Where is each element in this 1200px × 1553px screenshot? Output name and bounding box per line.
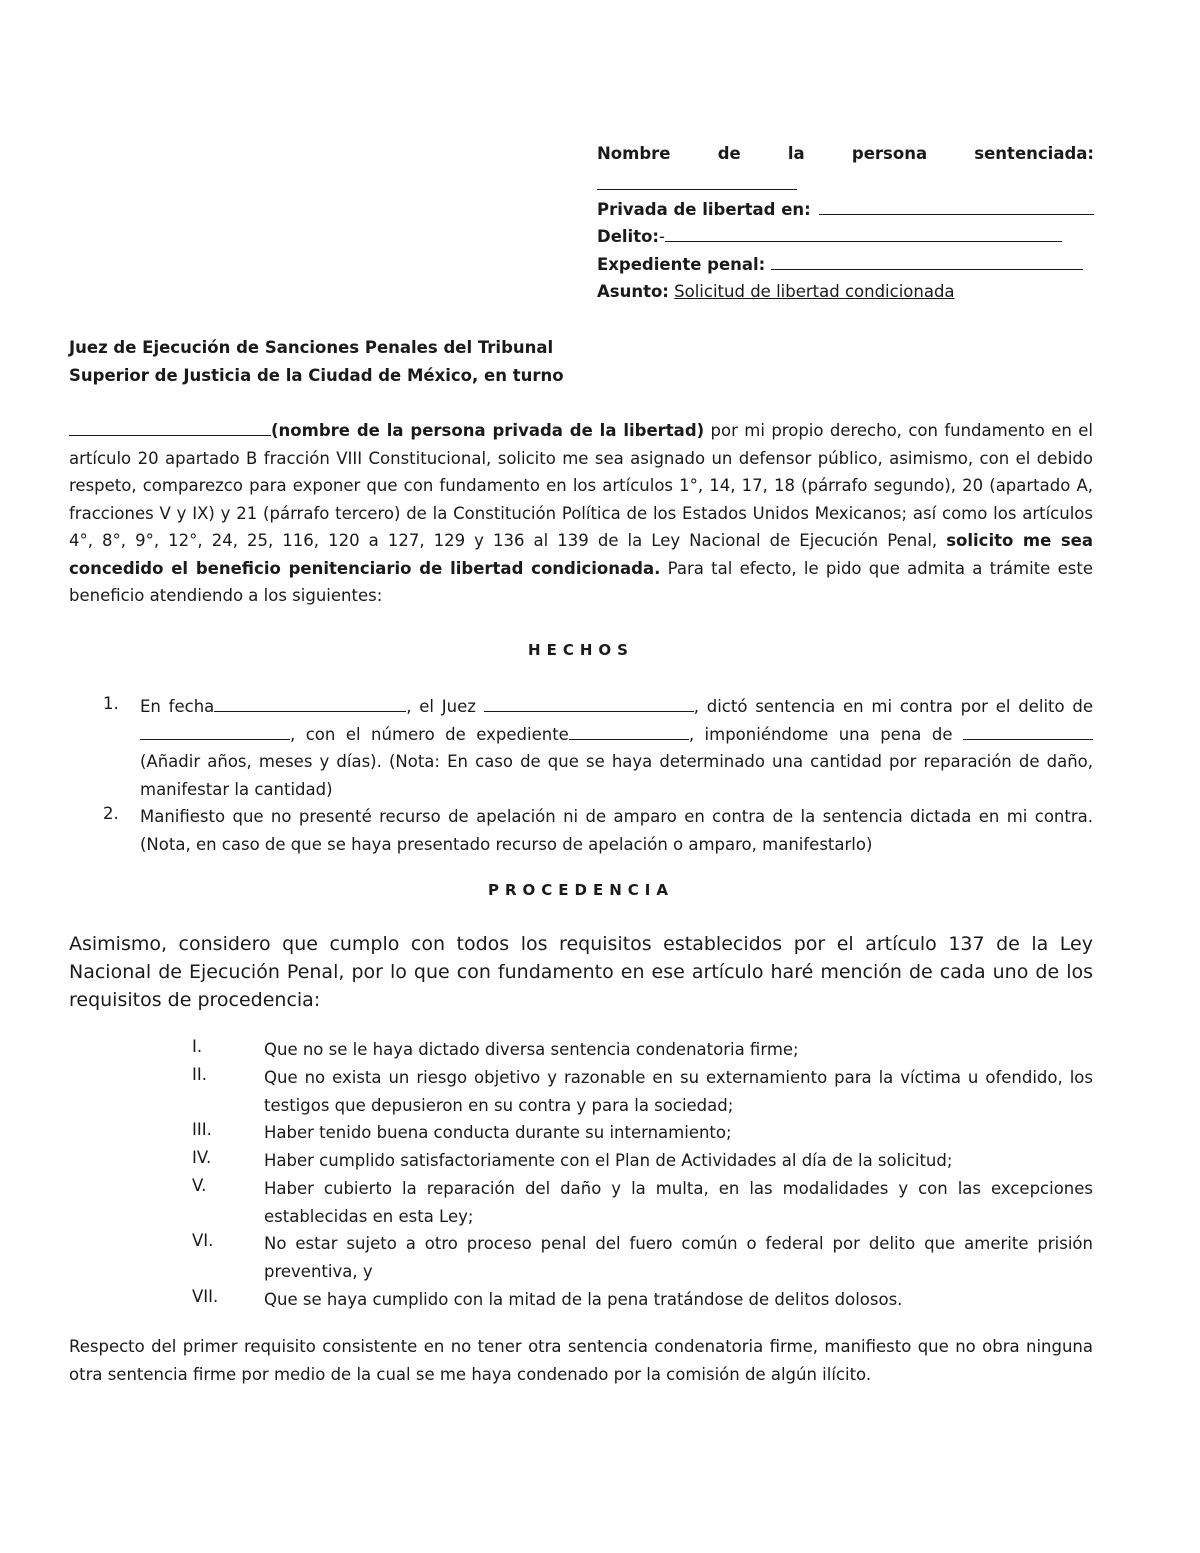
header-expediente-label: Expediente penal:: [597, 255, 766, 274]
header-delito-label: Delito:: [597, 227, 660, 246]
header-delito-row: [597, 223, 1062, 251]
hecho-2-number: 2.: [103, 804, 119, 823]
addressee-line2: Superior de Justicia de la Ciudad de México, en turno: [69, 366, 564, 385]
intro-bold: solicito me sea concedido el beneficio penitenciario de libertad condicionada.: [69, 531, 1093, 578]
header-privada-row: [597, 196, 1094, 224]
requisito-2-text: Que no exista un riesgo objetivo y razonable en su externamiento para la víctima u ofendido, los testigos que depusieron en su contra y para la sociedad;: [264, 1068, 1093, 1115]
hecho-1-text: [140, 693, 1093, 803]
hecho-1-number: 1.: [103, 694, 119, 713]
requisito-4-number: IV.: [192, 1148, 212, 1167]
header-privada-label: Privada de libertad en:: [597, 200, 811, 219]
procedencia-intro: Asimismo, considero que cumplo con todos los requisitos establecidos por el artículo 137 de la Ley Nacional de Ejecución Penal, por lo que con fundamento en ese artículo haré mención de cada uno de los requisitos de procedencia:: [69, 933, 1093, 1011]
requisito-1-number: I.: [192, 1037, 203, 1056]
hechos-title: HECHOS: [528, 641, 634, 659]
hecho-1-part-e: , imponiéndome una pena de: [688, 724, 953, 744]
header-delito-blank[interactable]: [665, 225, 1062, 242]
addressee: [69, 334, 564, 390]
requisito-2-number: II.: [192, 1065, 207, 1084]
hecho-1-pena-blank[interactable]: [963, 725, 1093, 740]
header-expediente-blank[interactable]: [771, 253, 1083, 270]
hecho-1-part-d: , con el número de expediente: [290, 724, 569, 744]
requisito-6-number: VI.: [192, 1231, 214, 1250]
requisito-3-text: Haber tenido buena conducta durante su internamiento;: [264, 1123, 732, 1142]
header-asunto-label: Asunto:: [597, 282, 669, 301]
intro-text1: por mi propio derecho, con fundamento en el artículo 20 apartado B fracción VIII Constitucional, solicito me sea asignado un defensor público, asimismo, con el debido respeto, comparezco para exponer que con fundamento en los artículos 1°, 14, 17, 18 (párrafo segundo), 20 (apartado A, fracciones V y IX) y 21 (párrafo tercero) de la Constitución Política de los Estados Unidos Mexicanos; así como los artículos 4°, 8°, 9°, 12°, 24, 25, 116, 120 a 127, 129 y 136 al 139 de la Ley Nacional de Ejecución Penal,: [69, 421, 1093, 550]
requisito-4-text: Haber cumplido satisfactoriamente con el Plan de Actividades al día de la solicitud;: [264, 1151, 953, 1170]
hecho-1-delito-blank[interactable]: [140, 725, 290, 740]
hecho-1-juez-blank[interactable]: [484, 697, 694, 712]
header-privada-blank[interactable]: [819, 198, 1094, 215]
hecho-1-part-c: , dictó sentencia en mi contra por el delito de: [693, 697, 1093, 716]
header-asunto-value: Solicitud de libertad condicionada: [674, 282, 955, 301]
requisito-7-number: VII.: [192, 1287, 219, 1306]
intro-blank-label: (nombre de la persona privada de la libertad): [271, 421, 705, 440]
hecho-1-expediente-blank[interactable]: [569, 725, 689, 740]
header-expediente-row: [597, 251, 1083, 279]
requisito-3-number: III.: [192, 1120, 212, 1139]
closing-paragraph: Respecto del primer requisito consistente en no tener otra sentencia condenatoria firme, manifiesto que no obra ninguna otra sentencia firme por medio de la cual se me haya condenado por la comisión de algún ilícito.: [69, 1337, 1093, 1384]
header-asunto-row: [597, 278, 1094, 306]
intro-name-blank[interactable]: [69, 421, 271, 436]
procedencia-title: PROCEDENCIA: [488, 881, 674, 899]
hecho-2-text: Manifiesto que no presenté recurso de apelación ni de amparo en contra de la sentencia dictada en mi contra. (Nota, en caso de que se haya presentado recurso de apelación o amparo, manifestarlo): [140, 807, 1093, 854]
hecho-1-part-a: En fecha: [140, 697, 215, 716]
requisito-6-text: No estar sujeto a otro proceso penal del fuero común o federal por delito que amerite prisión preventiva, y: [264, 1234, 1093, 1281]
requisito-5-number: V.: [192, 1176, 207, 1195]
hecho-1-part-f: (Añadir años, meses y días). (Nota: En caso de que se haya determinado una cantidad por reparación de daño, manifestar la cantidad): [140, 752, 1093, 799]
requisito-5-text: Haber cubierto la reparación del daño y la multa, en las modalidades y con las excepciones establecidas en esta Ley;: [264, 1179, 1093, 1226]
addressee-line1: Juez de Ejecución de Sanciones Penales del Tribunal: [69, 338, 554, 357]
requisito-7-text: Que se haya cumplido con la mitad de la pena tratándose de delitos dolosos.: [264, 1290, 903, 1309]
hecho-1-fecha-blank[interactable]: [214, 697, 406, 712]
requisito-1-text: Que no se le haya dictado diversa sentencia condenatoria firme;: [264, 1040, 799, 1059]
header-delito-prefix: -: [659, 227, 665, 246]
intro-text2: Para tal efecto, le pido que admita a trámite este beneficio atendiendo a los siguientes:: [69, 558, 1093, 605]
hecho-1-part-b: , el Juez: [406, 697, 484, 716]
header-nombre-label: Nombre de la persona sentenciada:: [597, 144, 1094, 163]
intro-paragraph: [69, 417, 1093, 610]
header-nombre-blank[interactable]: [597, 172, 797, 190]
